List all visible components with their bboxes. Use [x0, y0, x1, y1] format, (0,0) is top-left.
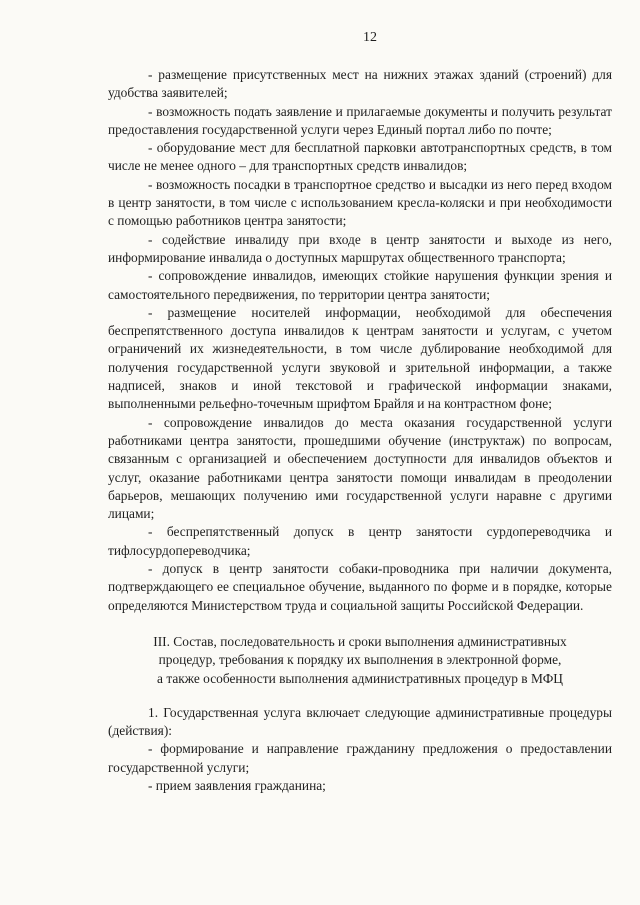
section-heading-line: а также особенности выполнения административных процедур в МФЦ: [157, 670, 563, 686]
accessibility-requirements-list: [108, 66, 612, 615]
paragraph: - оборудование мест для бесплатной парковки автотранспортных средств, в том числе не менее одного – для транспортных средств инвалидов;: [108, 140, 612, 174]
paragraph: - возможность посадки в транспортное средство и высадки из него перед входом в центр занятости, в том числе с использованием кресла-коляски и при необходимости с помощью работников центра занятости;: [108, 176, 612, 229]
paragraph: - прием заявления гражданина;: [148, 777, 326, 793]
paragraph: - допуск в центр занятости собаки-проводника при наличии документа, подтверждающего ее специальное обучение, выданного по форме и в порядке, которые определяются Министерством труда и социальной защиты Российской Федерации.: [108, 561, 612, 613]
paragraph: - содействие инвалиду при входе в центр занятости и выходе из него, информирование инвалида о доступных маршрутах общественного транспорта;: [108, 231, 612, 265]
section-heading-line: процедур, требования к порядку их выполнения в электронной форме,: [158, 652, 562, 668]
paragraph: - беспрепятственный допуск в центр занятости сурдопереводчика и тифлосурдопереводчика;: [108, 524, 612, 558]
paragraph: 1. Государственная услуга включает следующие административные процедуры (действия):: [108, 704, 612, 739]
section-heading: [108, 633, 612, 688]
paragraph: - сопровождение инвалидов, имеющих стойкие нарушения функции зрения и самостоятельного передвижения, по территории центра занятости;: [108, 268, 612, 302]
procedures-list: [108, 704, 612, 795]
paragraph: - сопровождение инвалидов до места оказания государственной услуги работниками центра занятости, прошедшими обучение (инструктаж) по вопросам, связанным с организацией и обеспечением доступности для инвалидов объектов и услуг, оказание работниками центра занятости помощи инвалидам в преодолении барьеров, мешающих получению ими государственной услуги наравне с другими лицами;: [108, 414, 612, 522]
page-number: 12: [363, 30, 377, 45]
paragraph: - размещение носителей информации, необходимой для обеспечения беспрепятственного доступа инвалидов к центрам занятости и услугам, с учетом ограничений их жизнедеятельности, в том числе дублирование необходимой для получения государственной услуги звуковой и зрительной информации, а также надписей, знаков и иной текстовой и графической информации знаками, выполненными рельефно-точечным шрифтом Брайля и на контрастном фоне;: [108, 304, 612, 412]
paragraph: - размещение присутственных мест на нижних этажах зданий (строений) для удобства заявителей;: [108, 67, 612, 101]
paragraph: - возможность подать заявление и прилагаемые документы и получить результат предоставления государственной услуги через Единый портал либо по почте;: [108, 103, 612, 137]
paragraph: - формирование и направление гражданину предложения о предоставлении государственной услуги;: [108, 741, 612, 775]
section-heading-line: III. Состав, последовательность и сроки выполнения административных: [153, 633, 567, 649]
